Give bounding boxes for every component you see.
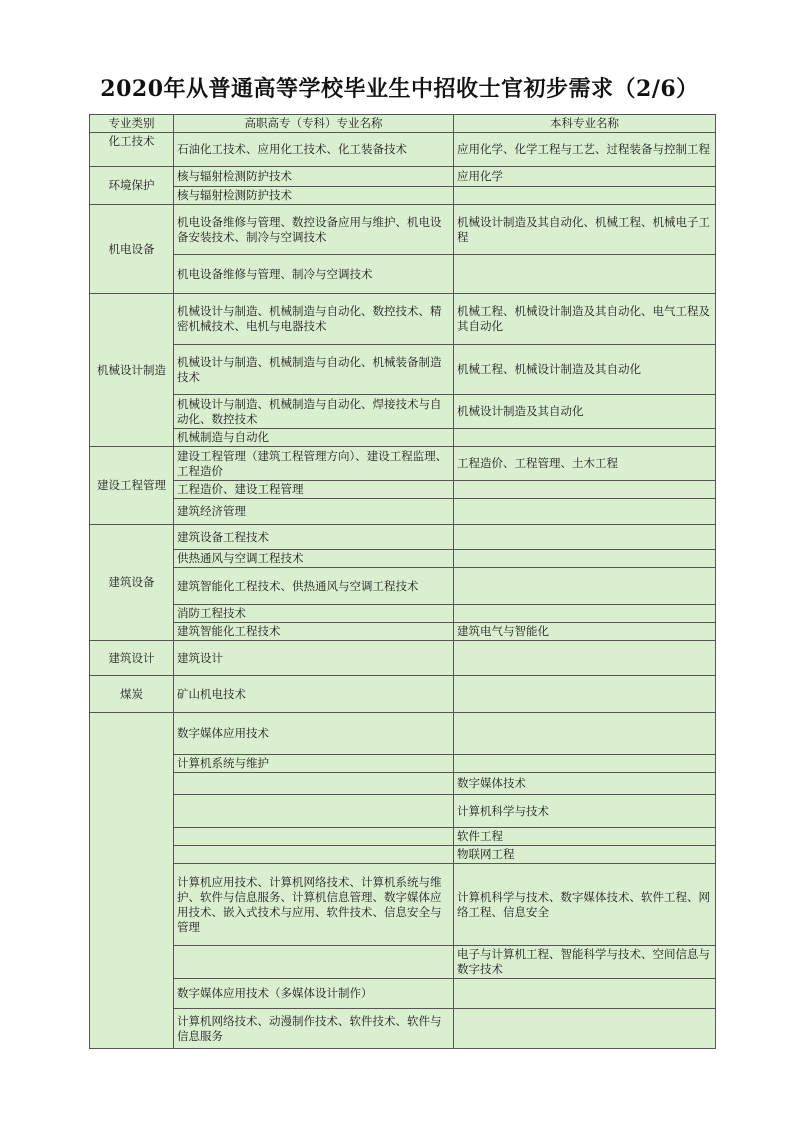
college-cell: 机械设计与制造、机械制造与自动化、机械装备制造技术 bbox=[174, 345, 454, 395]
college-cell: 机械制造与自动化 bbox=[174, 429, 454, 447]
table-row bbox=[90, 345, 716, 395]
table-row bbox=[90, 676, 716, 713]
college-cell: 数字媒体应用技术 bbox=[174, 713, 454, 755]
table-row bbox=[90, 187, 716, 205]
college-cell: 工程造价、建设工程管理 bbox=[174, 481, 454, 499]
category-cell: 机械设计制造 bbox=[90, 294, 174, 447]
college-cell: 计算机系统与维护 bbox=[174, 755, 454, 773]
table-row bbox=[90, 294, 716, 345]
college-cell: 建设工程管理（建筑工程管理方向）、建设工程监理、工程造价 bbox=[174, 447, 454, 481]
undergrad-cell: 建筑电气与智能化 bbox=[454, 623, 716, 641]
table-row bbox=[90, 429, 716, 447]
college-cell: 石油化工技术、应用化工技术、化工装备技术 bbox=[174, 133, 454, 167]
college-cell: 建筑设计 bbox=[174, 641, 454, 676]
undergrad-cell bbox=[454, 481, 716, 499]
table-row bbox=[90, 773, 716, 795]
college-cell: 矿山机电技术 bbox=[174, 676, 454, 713]
college-cell: 核与辐射检测防护技术 bbox=[174, 167, 454, 187]
undergrad-cell bbox=[454, 713, 716, 755]
table-row bbox=[90, 395, 716, 429]
table-row bbox=[90, 550, 716, 568]
college-cell: 消防工程技术 bbox=[174, 605, 454, 623]
category-cell: 煤炭 bbox=[90, 676, 174, 713]
undergrad-cell bbox=[454, 187, 716, 205]
undergrad-cell bbox=[454, 255, 716, 294]
category-cell: 建筑设备 bbox=[90, 525, 174, 641]
undergrad-cell: 机械工程、机械设计制造及其自动化、电气工程及其自动化 bbox=[454, 294, 716, 345]
table-row bbox=[90, 447, 716, 481]
undergrad-cell: 数字媒体技术 bbox=[454, 773, 716, 795]
table-row bbox=[90, 979, 716, 1009]
college-cell bbox=[174, 946, 454, 979]
undergrad-cell: 工程造价、工程管理、土木工程 bbox=[454, 447, 716, 481]
table-row bbox=[90, 755, 716, 773]
college-cell bbox=[174, 828, 454, 846]
undergrad-cell bbox=[454, 525, 716, 550]
college-cell bbox=[174, 773, 454, 795]
category-cell: 建筑设计 bbox=[90, 641, 174, 676]
table-header-row bbox=[90, 115, 716, 133]
recruitment-table bbox=[89, 114, 716, 1049]
college-cell: 机电设备维修与管理、数控设备应用与维护、机电设备安装技术、制冷与空调技术 bbox=[174, 205, 454, 255]
college-cell: 供热通风与空调工程技术 bbox=[174, 550, 454, 568]
undergrad-cell: 计算机科学与技术 bbox=[454, 795, 716, 828]
college-cell bbox=[174, 846, 454, 864]
undergrad-cell bbox=[454, 676, 716, 713]
table-row bbox=[90, 713, 716, 755]
undergrad-cell bbox=[454, 499, 716, 525]
college-cell: 建筑智能化工程技术、供热通风与空调工程技术 bbox=[174, 568, 454, 605]
table-row bbox=[90, 641, 716, 676]
table-row bbox=[90, 133, 716, 167]
college-cell: 机械设计与制造、机械制造与自动化、焊接技术与自动化、数控技术 bbox=[174, 395, 454, 429]
undergrad-cell: 软件工程 bbox=[454, 828, 716, 846]
undergrad-cell bbox=[454, 568, 716, 605]
college-cell: 机械设计与制造、机械制造与自动化、数控技术、精密机械技术、电机与电器技术 bbox=[174, 294, 454, 345]
undergrad-cell bbox=[454, 550, 716, 568]
table-row bbox=[90, 846, 716, 864]
undergrad-cell: 机械设计制造及其自动化、机械工程、机械电子工程 bbox=[454, 205, 716, 255]
table-row bbox=[90, 795, 716, 828]
category-cell-empty bbox=[90, 713, 174, 1049]
undergrad-cell bbox=[454, 641, 716, 676]
undergrad-cell: 机械工程、机械设计制造及其自动化 bbox=[454, 345, 716, 395]
page-title: 2020年从普通高等学校毕业生中招收士官初步需求（2/6） bbox=[100, 76, 699, 102]
table-row bbox=[90, 864, 716, 946]
undergrad-cell: 机械设计制造及其自动化 bbox=[454, 395, 716, 429]
header-undergrad-major: 本科专业名称 bbox=[454, 115, 716, 133]
undergrad-cell bbox=[454, 429, 716, 447]
college-cell: 建筑设备工程技术 bbox=[174, 525, 454, 550]
undergrad-cell bbox=[454, 605, 716, 623]
table-row bbox=[90, 481, 716, 499]
undergrad-cell: 物联网工程 bbox=[454, 846, 716, 864]
undergrad-cell bbox=[454, 1009, 716, 1049]
table-row bbox=[90, 255, 716, 294]
table-row bbox=[90, 568, 716, 605]
table-row bbox=[90, 167, 716, 187]
table-row bbox=[90, 623, 716, 641]
table-row bbox=[90, 499, 716, 525]
undergrad-cell bbox=[454, 979, 716, 1009]
category-cell: 环境保护 bbox=[90, 167, 174, 205]
college-cell: 计算机网络技术、动漫制作技术、软件技术、软件与信息服务 bbox=[174, 1009, 454, 1049]
college-cell: 建筑智能化工程技术 bbox=[174, 623, 454, 641]
undergrad-cell bbox=[454, 755, 716, 773]
header-category: 专业类别 bbox=[90, 115, 174, 133]
table-row bbox=[90, 828, 716, 846]
header-college-major: 高职高专（专科）专业名称 bbox=[174, 115, 454, 133]
category-cell: 建设工程管理 bbox=[90, 447, 174, 525]
category-cell: 机电设备 bbox=[90, 205, 174, 294]
college-cell: 数字媒体应用技术（多媒体设计制作） bbox=[174, 979, 454, 1009]
undergrad-cell: 计算机科学与技术、数字媒体技术、软件工程、网络工程、信息安全 bbox=[454, 864, 716, 946]
table-row bbox=[90, 946, 716, 979]
undergrad-cell: 应用化学 bbox=[454, 167, 716, 187]
undergrad-cell: 应用化学、化学工程与工艺、过程装备与控制工程 bbox=[454, 133, 716, 167]
undergrad-cell: 电子与计算机工程、智能科学与技术、空间信息与数字技术 bbox=[454, 946, 716, 979]
college-cell bbox=[174, 795, 454, 828]
table-row bbox=[90, 605, 716, 623]
table-row bbox=[90, 205, 716, 255]
college-cell: 建筑经济管理 bbox=[174, 499, 454, 525]
college-cell: 核与辐射检测防护技术 bbox=[174, 187, 454, 205]
table-row bbox=[90, 525, 716, 550]
category-cell: 化工技术 bbox=[90, 133, 174, 167]
college-cell: 机电设备维修与管理、制冷与空调技术 bbox=[174, 255, 454, 294]
college-cell: 计算机应用技术、计算机网络技术、计算机系统与维护、软件与信息服务、计算机信息管理、数字媒体应用技术、嵌入式技术与应用、软件技术、信息安全与管理 bbox=[174, 864, 454, 946]
table-row bbox=[90, 1009, 716, 1049]
